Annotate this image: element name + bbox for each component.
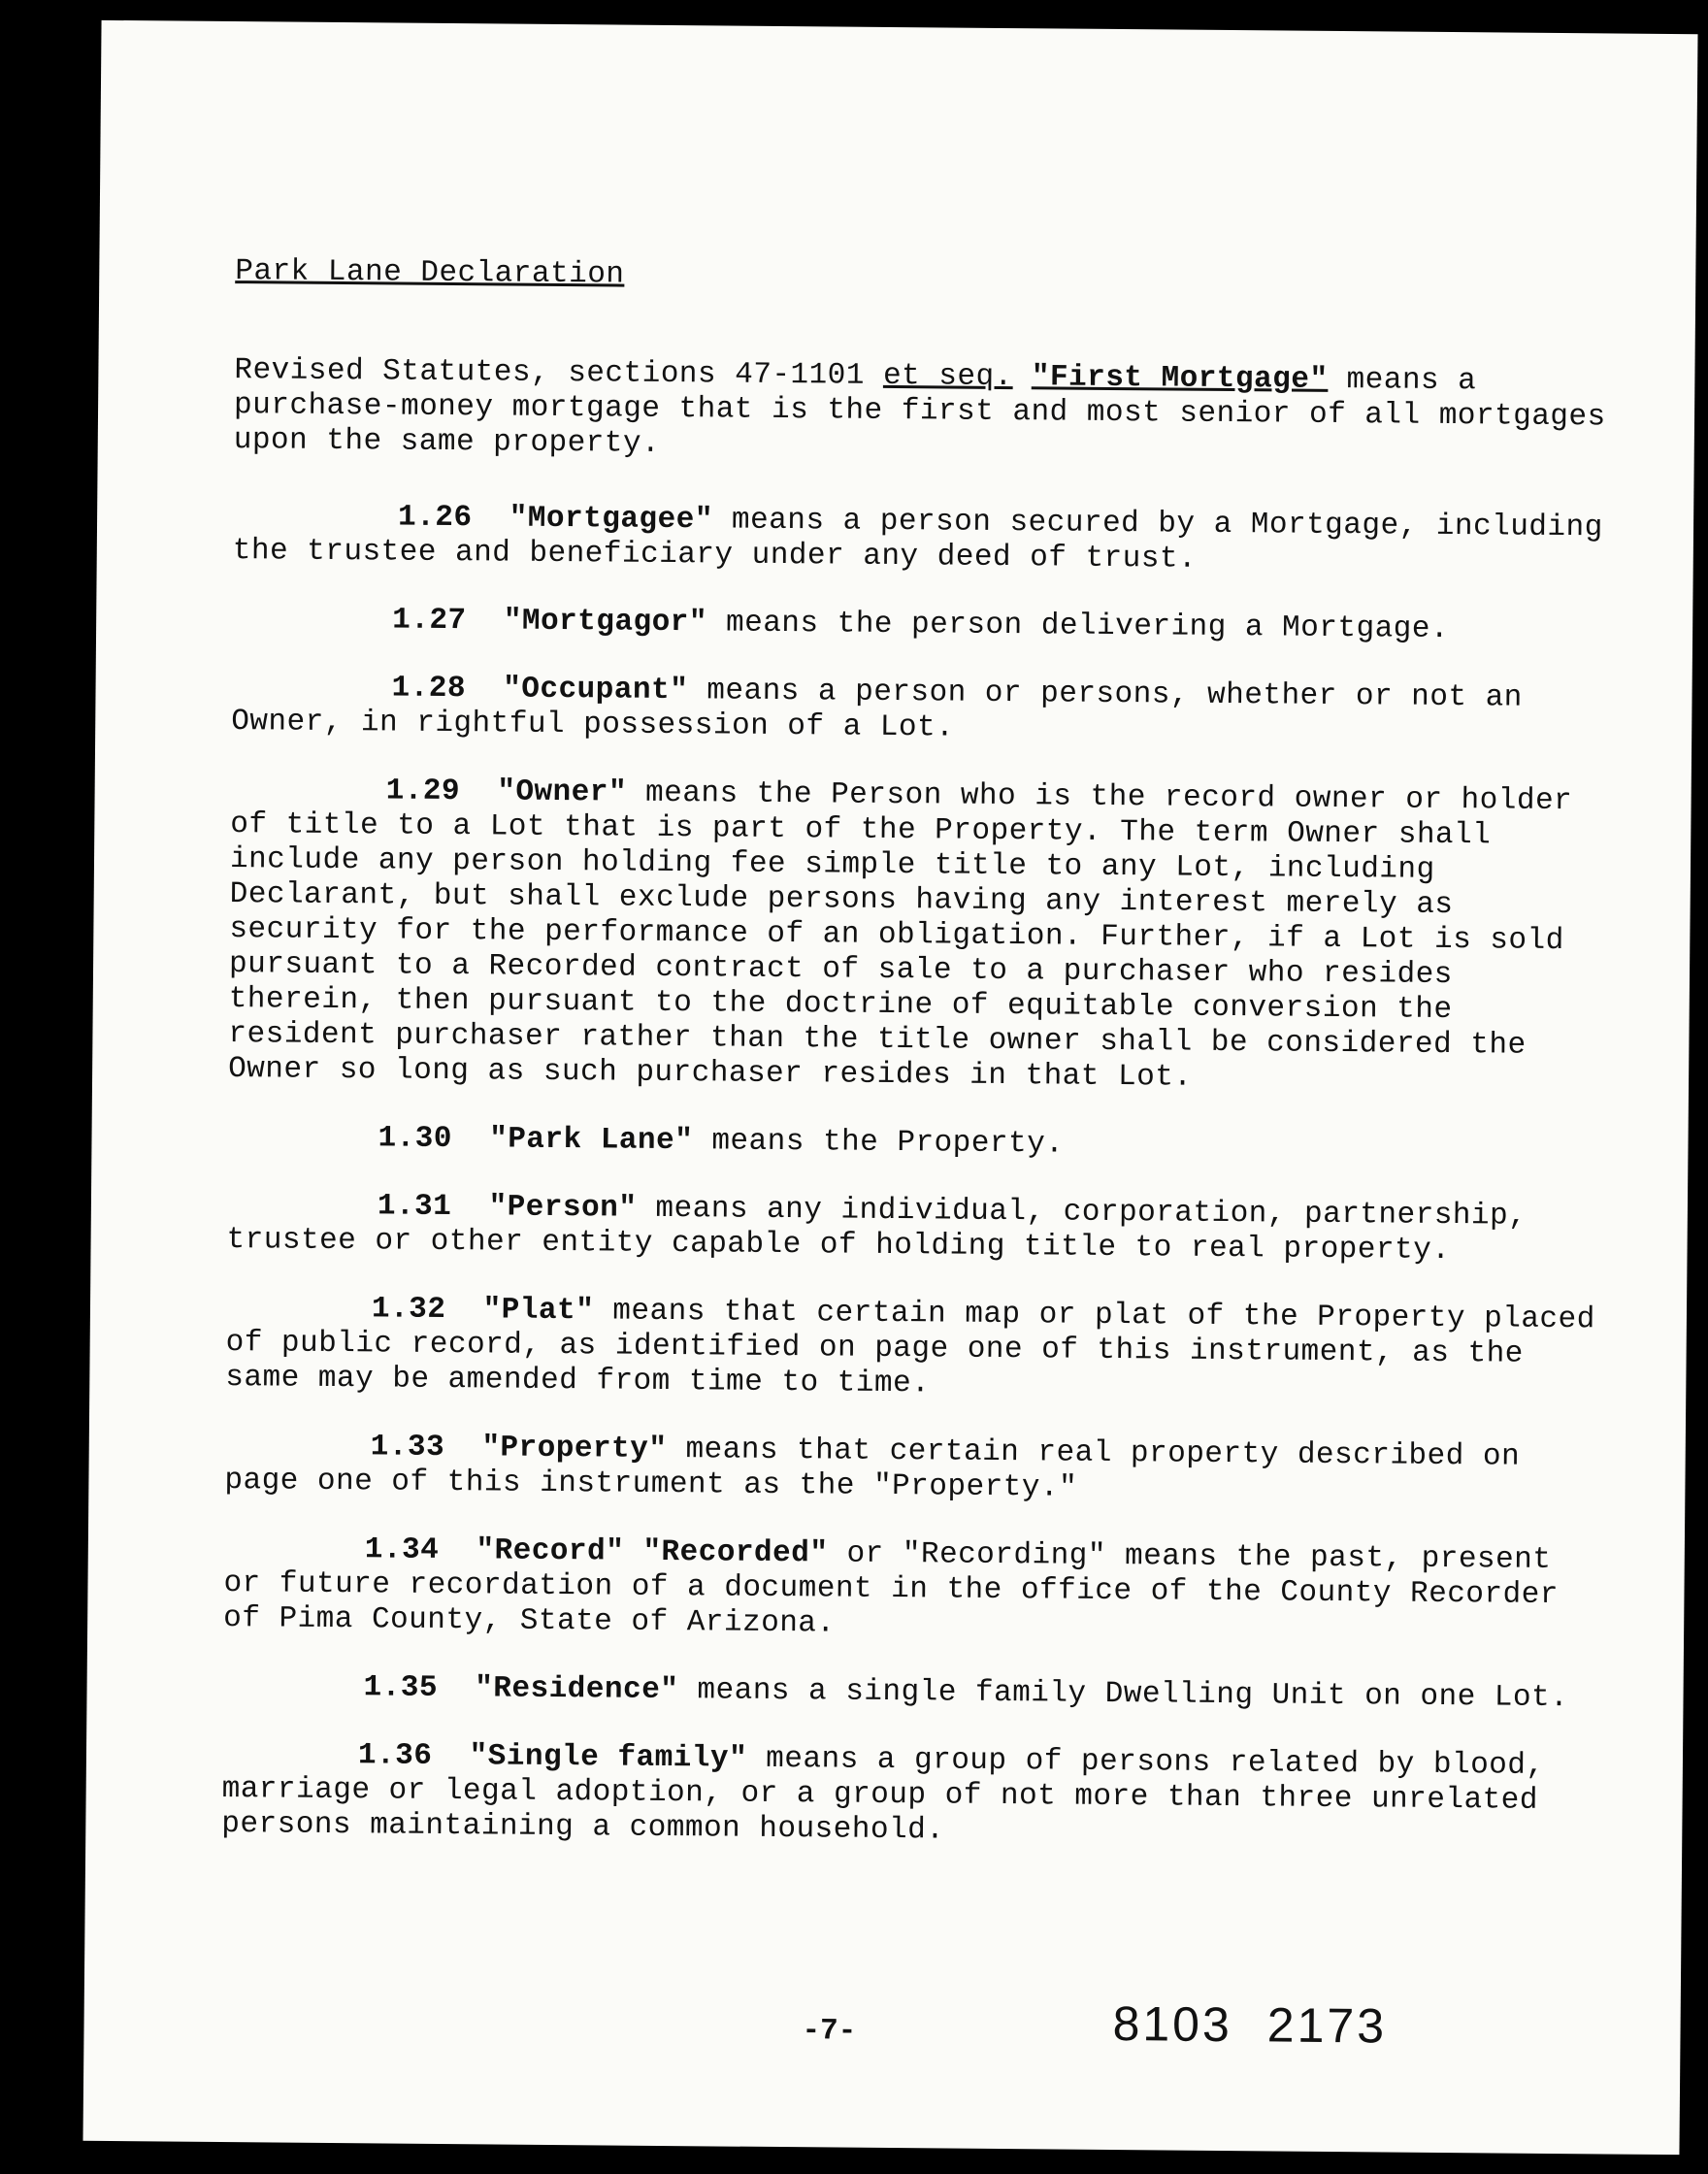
definition-number: 1.26 — [397, 500, 473, 536]
page-number: -7- — [802, 2014, 857, 2049]
definition-1-35 — [222, 1669, 1600, 1716]
definition-text: means that certain real property described on page one of this instrument as the "Property." — [224, 1433, 1521, 1505]
definition-term: "Park Lane" — [489, 1122, 694, 1159]
definition-number: 1.33 — [370, 1430, 445, 1466]
definition-number: 1.27 — [392, 603, 467, 639]
definition-number: 1.28 — [391, 671, 467, 707]
definition-1-36 — [221, 1737, 1600, 1854]
definition-term: "Mortgagor" — [503, 604, 708, 641]
definition-term: "Person" — [488, 1190, 638, 1226]
intro-space — [1013, 360, 1032, 394]
definition-1-34 — [223, 1532, 1602, 1648]
recording-book-number: 8103 — [1112, 1996, 1233, 2053]
definition-term: "Owner" — [497, 774, 628, 810]
definition-term: "Mortgagee" — [509, 501, 714, 538]
intro-term: "First Mortgage" — [1031, 360, 1329, 397]
definition-text: means the Person who is the record owner or holder of title to a Lot that is part of the Property. The term Owner shall include any person holding fee simple title to any Lot, including Declarant, but shall exclude persons having any interest merely as security for the performance of an obligation. Further, if a Lot is sold pursuant to a Recorded contract of sale to a purchaser who resides therein, then pursuant to the doctrine of equitable conversion the resident purchaser rather than the title owner shall be considered the Owner so long as such purchaser resides in that Lot. — [227, 775, 1573, 1095]
definition-number: 1.36 — [357, 1738, 433, 1773]
definition-text: means the Property. — [693, 1124, 1065, 1162]
definition-text: means a person secured by a Mortgage, including the trustee and beneficiary under any deed of trust. — [232, 503, 1603, 576]
recording-page-number: 2173 — [1266, 1997, 1388, 2054]
definition-term: "Occupant" — [503, 672, 689, 708]
definition-1-27 — [232, 602, 1610, 648]
definition-text: means that certain map or plat of the Property placed of public record, as identified on page one of this instrument, as the same may be amended from time to time. — [225, 1294, 1595, 1401]
definition-number: 1.30 — [378, 1121, 453, 1157]
page-title: Park Lane Declaration — [235, 254, 625, 292]
definition-text: or "Recording" means the past, present or future recordation of a document in the office of the County Recorder of Pima County, State of Arizona. — [223, 1536, 1560, 1641]
definition-text: means any individual, corporation, partnership, trustee or other entity capable of holding title to real property. — [226, 1191, 1527, 1268]
definition-1-26 — [233, 499, 1612, 580]
definition-1-32 — [225, 1291, 1604, 1407]
definition-1-33 — [224, 1429, 1603, 1510]
intro-text-2: means a purchase-money mortgage that is the first and most senior of all mortgages upon the same property. — [233, 362, 1606, 461]
definition-1-29 — [228, 773, 1609, 1099]
definition-term: "Record" "Recorded" — [476, 1533, 829, 1571]
definition-number: 1.29 — [385, 774, 461, 809]
document-page — [82, 20, 1697, 2155]
definition-number: 1.35 — [363, 1670, 439, 1705]
definition-1-28 — [231, 670, 1610, 751]
definition-term: "Single family" — [469, 1739, 748, 1776]
definition-1-30 — [227, 1120, 1605, 1167]
recording-stamp — [1112, 1995, 1387, 2054]
definition-term: "Residence" — [475, 1671, 679, 1708]
definition-text: means a person or persons, whether or not an Owner, in rightful possession of a Lot. — [231, 674, 1523, 745]
definition-text: means a single family Dwelling Unit on one Lot. — [678, 1673, 1569, 1716]
definition-text: means the person delivering a Mortgage. — [706, 606, 1450, 647]
intro-et-seq: et seq. — [882, 358, 1013, 395]
definition-term: "Property" — [481, 1431, 668, 1467]
intro-text-1: Revised Statutes, sections 47-1101 — [234, 353, 884, 393]
intro-paragraph — [234, 353, 1613, 470]
definition-term: "Plat" — [482, 1293, 595, 1329]
definition-number: 1.31 — [377, 1189, 452, 1225]
document-body — [221, 254, 1614, 1887]
definition-1-31 — [226, 1188, 1605, 1269]
definition-text: means a group of persons related by blood, marriage or legal adoption, or a group of not more than three unrelated persons maintaining a common household. — [221, 1741, 1545, 1848]
definition-number: 1.34 — [364, 1532, 440, 1567]
definition-number: 1.32 — [371, 1292, 446, 1328]
